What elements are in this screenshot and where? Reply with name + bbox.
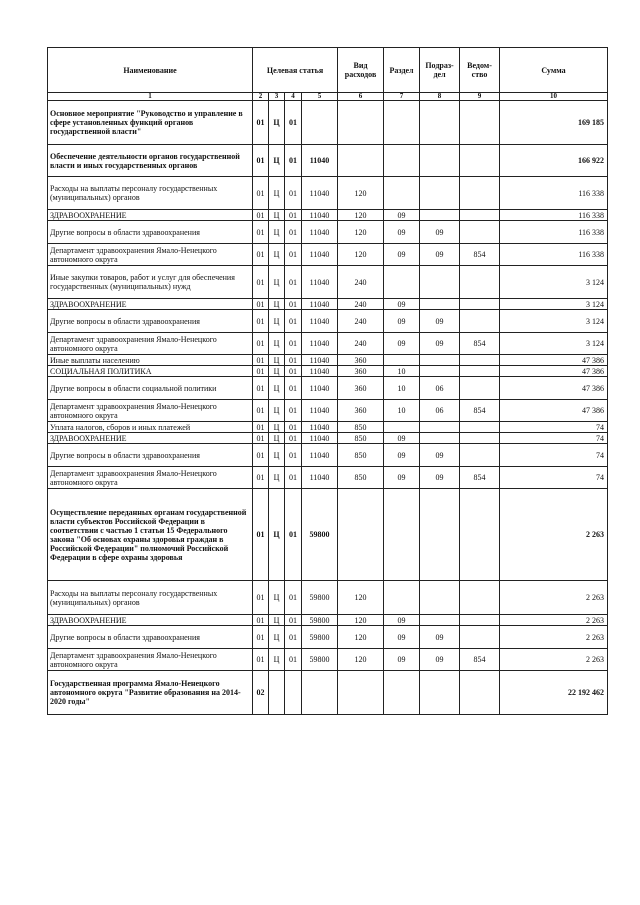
- target-code-1: 01: [253, 366, 269, 377]
- row-podrazdel: 06: [420, 400, 460, 422]
- row-podrazdel: [420, 581, 460, 615]
- target-code-3: 01: [285, 299, 302, 310]
- row-podrazdel: 09: [420, 649, 460, 671]
- table-row: [48, 467, 608, 489]
- target-code-1: 01: [253, 145, 269, 177]
- table-row: [48, 626, 608, 649]
- row-sum: 116 338: [500, 244, 608, 266]
- row-vedom: [460, 444, 500, 467]
- table-row: [48, 244, 608, 266]
- row-razdel: 09: [384, 649, 420, 671]
- target-code-2: Ц: [269, 177, 285, 210]
- budget-table: [47, 47, 608, 715]
- row-vid: 850: [338, 467, 384, 489]
- row-vedom: [460, 615, 500, 626]
- target-code-3: 01: [285, 433, 302, 444]
- row-podrazdel: 09: [420, 444, 460, 467]
- target-code-4: 11040: [302, 355, 338, 366]
- row-razdel: 10: [384, 377, 420, 400]
- target-code-1: 01: [253, 244, 269, 266]
- target-code-2: Ц: [269, 400, 285, 422]
- col-number: 9: [460, 93, 500, 101]
- row-name: Иные закупки товаров, работ и услуг для обеспечения государственных (муниципальных) нужд: [48, 266, 253, 299]
- row-sum: 47 386: [500, 366, 608, 377]
- col-number: 2: [253, 93, 269, 101]
- row-sum: 74: [500, 467, 608, 489]
- col-number: 3: [269, 93, 285, 101]
- row-podrazdel: 09: [420, 626, 460, 649]
- row-sum: 3 124: [500, 266, 608, 299]
- target-code-3: 01: [285, 221, 302, 244]
- target-code-1: 01: [253, 422, 269, 433]
- target-code-4: 11040: [302, 210, 338, 221]
- header-name: Наименование: [48, 48, 253, 93]
- col-number: 10: [500, 93, 608, 101]
- target-code-1: 01: [253, 649, 269, 671]
- row-name: Другие вопросы в области социальной политики: [48, 377, 253, 400]
- target-code-3: 01: [285, 377, 302, 400]
- row-vedom: [460, 581, 500, 615]
- row-vid: 850: [338, 422, 384, 433]
- row-vedom: [460, 489, 500, 581]
- row-vid: 240: [338, 333, 384, 355]
- row-vedom: 854: [460, 649, 500, 671]
- table-row: [48, 145, 608, 177]
- target-code-4: 11040: [302, 221, 338, 244]
- row-razdel: [384, 422, 420, 433]
- row-razdel: [384, 145, 420, 177]
- row-sum: 47 386: [500, 377, 608, 400]
- col-number: 1: [48, 93, 253, 101]
- target-code-2: Ц: [269, 355, 285, 366]
- target-code-3: 01: [285, 626, 302, 649]
- row-podrazdel: 09: [420, 310, 460, 333]
- header-razdel: Раздел: [384, 48, 420, 93]
- row-sum: 169 185: [500, 101, 608, 145]
- target-code-1: 01: [253, 444, 269, 467]
- target-code-2: Ц: [269, 581, 285, 615]
- target-code-4: [302, 671, 338, 715]
- row-podrazdel: [420, 422, 460, 433]
- header-vid: Вид расходов: [338, 48, 384, 93]
- row-razdel: 09: [384, 299, 420, 310]
- row-podrazdel: 09: [420, 333, 460, 355]
- header-target: Целевая статья: [253, 48, 338, 93]
- row-podrazdel: [420, 433, 460, 444]
- target-code-3: 01: [285, 581, 302, 615]
- row-name: Департамент здравоохранения Ямало-Ненецкого автономного округа: [48, 467, 253, 489]
- row-name: Другие вопросы в области здравоохранения: [48, 626, 253, 649]
- target-code-1: 01: [253, 377, 269, 400]
- row-vedom: [460, 177, 500, 210]
- target-code-1: 01: [253, 333, 269, 355]
- row-name: Обеспечение деятельности органов государственной власти и иных государственных органов: [48, 145, 253, 177]
- target-code-2: Ц: [269, 626, 285, 649]
- target-code-4: 59800: [302, 489, 338, 581]
- row-name: Департамент здравоохранения Ямало-Ненецкого автономного округа: [48, 333, 253, 355]
- row-vid: 120: [338, 581, 384, 615]
- row-sum: 74: [500, 444, 608, 467]
- row-name: Иные выплаты населению: [48, 355, 253, 366]
- row-vedom: [460, 626, 500, 649]
- row-vedom: [460, 310, 500, 333]
- row-razdel: [384, 101, 420, 145]
- target-code-4: 11040: [302, 333, 338, 355]
- row-vid: 120: [338, 626, 384, 649]
- target-code-4: 59800: [302, 649, 338, 671]
- row-razdel: 10: [384, 400, 420, 422]
- target-code-3: 01: [285, 400, 302, 422]
- col-number: 4: [285, 93, 302, 101]
- row-razdel: 09: [384, 210, 420, 221]
- target-code-2: Ц: [269, 221, 285, 244]
- target-code-4: 11040: [302, 299, 338, 310]
- row-sum: 22 192 462: [500, 671, 608, 715]
- table-row: [48, 615, 608, 626]
- target-code-2: Ц: [269, 489, 285, 581]
- target-code-2: Ц: [269, 433, 285, 444]
- target-code-3: 01: [285, 355, 302, 366]
- target-code-1: 01: [253, 221, 269, 244]
- row-sum: 3 124: [500, 299, 608, 310]
- row-vid: [338, 101, 384, 145]
- target-code-2: Ц: [269, 244, 285, 266]
- header-row: [48, 48, 608, 93]
- target-code-3: 01: [285, 310, 302, 333]
- row-vedom: 854: [460, 333, 500, 355]
- row-podrazdel: [420, 671, 460, 715]
- row-sum: 116 338: [500, 221, 608, 244]
- row-name: Расходы на выплаты персоналу государственных (муниципальных) органов: [48, 177, 253, 210]
- target-code-1: 01: [253, 310, 269, 333]
- row-vid: 240: [338, 299, 384, 310]
- target-code-1: 01: [253, 433, 269, 444]
- row-sum: 2 263: [500, 615, 608, 626]
- row-vid: 360: [338, 400, 384, 422]
- row-sum: 74: [500, 422, 608, 433]
- row-razdel: 09: [384, 310, 420, 333]
- table-row: [48, 671, 608, 715]
- row-razdel: [384, 671, 420, 715]
- header-summa: Сумма: [500, 48, 608, 93]
- row-name: ЗДРАВООХРАНЕНИЕ: [48, 615, 253, 626]
- row-vid: [338, 145, 384, 177]
- row-vid: 850: [338, 444, 384, 467]
- row-podrazdel: [420, 355, 460, 366]
- row-vid: 360: [338, 377, 384, 400]
- budget-sheet: [47, 47, 607, 715]
- table-row: [48, 210, 608, 221]
- row-sum: 2 263: [500, 581, 608, 615]
- target-code-1: 01: [253, 581, 269, 615]
- row-vid: 850: [338, 433, 384, 444]
- table-row: [48, 422, 608, 433]
- target-code-2: Ц: [269, 210, 285, 221]
- row-name: Государственная программа Ямало-Ненецкого автономного округа "Развитие образования на 2014-2020 годы": [48, 671, 253, 715]
- target-code-4: [302, 101, 338, 145]
- target-code-2: Ц: [269, 649, 285, 671]
- row-podrazdel: [420, 489, 460, 581]
- row-name: Другие вопросы в области здравоохранения: [48, 444, 253, 467]
- target-code-2: Ц: [269, 145, 285, 177]
- row-vedom: [460, 355, 500, 366]
- target-code-4: 11040: [302, 310, 338, 333]
- row-vid: 360: [338, 355, 384, 366]
- row-vedom: [460, 299, 500, 310]
- target-code-1: 02: [253, 671, 269, 715]
- row-razdel: [384, 266, 420, 299]
- row-vedom: [460, 366, 500, 377]
- row-podrazdel: [420, 177, 460, 210]
- target-code-4: 11040: [302, 145, 338, 177]
- row-podrazdel: [420, 299, 460, 310]
- row-vedom: [460, 671, 500, 715]
- row-razdel: 09: [384, 333, 420, 355]
- row-podrazdel: 09: [420, 244, 460, 266]
- target-code-4: 11040: [302, 377, 338, 400]
- table-row: [48, 299, 608, 310]
- table-row: [48, 433, 608, 444]
- row-vedom: 854: [460, 244, 500, 266]
- target-code-2: Ц: [269, 266, 285, 299]
- target-code-4: 59800: [302, 615, 338, 626]
- row-name: ЗДРАВООХРАНЕНИЕ: [48, 433, 253, 444]
- col-number: 6: [338, 93, 384, 101]
- target-code-3: 01: [285, 422, 302, 433]
- target-code-1: 01: [253, 266, 269, 299]
- row-name: Основное мероприятие "Руководство и управление в сфере установленных функций органов государственной власти": [48, 101, 253, 145]
- table-row: [48, 489, 608, 581]
- target-code-4: 11040: [302, 244, 338, 266]
- table-row: [48, 581, 608, 615]
- header-vedom: Ведом-ство: [460, 48, 500, 93]
- row-name: СОЦИАЛЬНАЯ ПОЛИТИКА: [48, 366, 253, 377]
- target-code-3: 01: [285, 177, 302, 210]
- target-code-4: 11040: [302, 422, 338, 433]
- row-sum: 166 922: [500, 145, 608, 177]
- col-number: 7: [384, 93, 420, 101]
- target-code-1: 01: [253, 615, 269, 626]
- row-razdel: 09: [384, 444, 420, 467]
- row-vid: 120: [338, 615, 384, 626]
- table-row: [48, 177, 608, 210]
- target-code-1: 01: [253, 177, 269, 210]
- target-code-4: 11040: [302, 266, 338, 299]
- row-vid: 120: [338, 177, 384, 210]
- target-code-1: 01: [253, 489, 269, 581]
- target-code-4: 11040: [302, 444, 338, 467]
- target-code-2: Ц: [269, 615, 285, 626]
- row-name: Департамент здравоохранения Ямало-Ненецкого автономного округа: [48, 649, 253, 671]
- row-vid: 240: [338, 266, 384, 299]
- row-vid: 360: [338, 366, 384, 377]
- row-podrazdel: [420, 615, 460, 626]
- row-sum: 3 124: [500, 333, 608, 355]
- row-vedom: 854: [460, 400, 500, 422]
- target-code-2: Ц: [269, 299, 285, 310]
- row-vid: 120: [338, 649, 384, 671]
- row-razdel: 09: [384, 221, 420, 244]
- table-row: [48, 221, 608, 244]
- row-vedom: [460, 433, 500, 444]
- row-podrazdel: 06: [420, 377, 460, 400]
- target-code-3: 01: [285, 266, 302, 299]
- target-code-4: 59800: [302, 626, 338, 649]
- target-code-3: 01: [285, 244, 302, 266]
- row-podrazdel: [420, 101, 460, 145]
- row-sum: 116 338: [500, 210, 608, 221]
- row-razdel: 09: [384, 615, 420, 626]
- target-code-4: 11040: [302, 177, 338, 210]
- target-code-1: 01: [253, 467, 269, 489]
- table-row: [48, 400, 608, 422]
- target-code-4: 59800: [302, 581, 338, 615]
- target-code-2: Ц: [269, 377, 285, 400]
- target-code-4: 11040: [302, 400, 338, 422]
- row-razdel: 10: [384, 366, 420, 377]
- table-row: [48, 649, 608, 671]
- row-vid: 240: [338, 310, 384, 333]
- row-razdel: 09: [384, 244, 420, 266]
- target-code-1: 01: [253, 400, 269, 422]
- target-code-3: 01: [285, 444, 302, 467]
- target-code-3: 01: [285, 145, 302, 177]
- row-name: ЗДРАВООХРАНЕНИЕ: [48, 299, 253, 310]
- row-name: Другие вопросы в области здравоохранения: [48, 221, 253, 244]
- row-razdel: [384, 355, 420, 366]
- row-razdel: 09: [384, 433, 420, 444]
- row-sum: 2 263: [500, 489, 608, 581]
- row-sum: 2 263: [500, 626, 608, 649]
- row-podrazdel: [420, 145, 460, 177]
- row-vid: 120: [338, 244, 384, 266]
- row-razdel: 09: [384, 626, 420, 649]
- row-sum: 47 386: [500, 355, 608, 366]
- target-code-1: 01: [253, 355, 269, 366]
- target-code-2: Ц: [269, 101, 285, 145]
- row-podrazdel: [420, 210, 460, 221]
- column-number-row: [48, 93, 608, 101]
- header-podrazdel: Подраз-дел: [420, 48, 460, 93]
- row-razdel: [384, 489, 420, 581]
- col-number: 8: [420, 93, 460, 101]
- target-code-3: 01: [285, 333, 302, 355]
- row-vedom: [460, 377, 500, 400]
- table-row: [48, 444, 608, 467]
- target-code-1: 01: [253, 299, 269, 310]
- row-sum: 74: [500, 433, 608, 444]
- row-razdel: [384, 177, 420, 210]
- row-podrazdel: [420, 266, 460, 299]
- row-vid: 120: [338, 210, 384, 221]
- target-code-3: [285, 671, 302, 715]
- target-code-1: 01: [253, 101, 269, 145]
- target-code-2: Ц: [269, 333, 285, 355]
- target-code-2: [269, 671, 285, 715]
- target-code-2: Ц: [269, 310, 285, 333]
- target-code-3: 01: [285, 210, 302, 221]
- row-name: Департамент здравоохранения Ямало-Ненецкого автономного округа: [48, 400, 253, 422]
- target-code-2: Ц: [269, 422, 285, 433]
- target-code-1: 01: [253, 210, 269, 221]
- table-row: [48, 355, 608, 366]
- target-code-1: 01: [253, 626, 269, 649]
- target-code-3: 01: [285, 467, 302, 489]
- target-code-2: Ц: [269, 467, 285, 489]
- table-row: [48, 266, 608, 299]
- target-code-3: 01: [285, 489, 302, 581]
- row-podrazdel: 09: [420, 467, 460, 489]
- target-code-3: 01: [285, 101, 302, 145]
- target-code-2: Ц: [269, 444, 285, 467]
- row-vedom: [460, 101, 500, 145]
- row-vid: [338, 489, 384, 581]
- row-sum: 116 338: [500, 177, 608, 210]
- row-vedom: [460, 221, 500, 244]
- table-row: [48, 101, 608, 145]
- target-code-3: 01: [285, 649, 302, 671]
- row-razdel: 09: [384, 467, 420, 489]
- target-code-3: 01: [285, 615, 302, 626]
- col-number: 5: [302, 93, 338, 101]
- row-name: ЗДРАВООХРАНЕНИЕ: [48, 210, 253, 221]
- table-row: [48, 310, 608, 333]
- row-vedom: [460, 210, 500, 221]
- row-vedom: 854: [460, 467, 500, 489]
- row-sum: 2 263: [500, 649, 608, 671]
- target-code-3: 01: [285, 366, 302, 377]
- row-razdel: [384, 581, 420, 615]
- row-name: Расходы на выплаты персоналу государственных (муниципальных) органов: [48, 581, 253, 615]
- row-vedom: [460, 266, 500, 299]
- table-row: [48, 333, 608, 355]
- table-row: [48, 377, 608, 400]
- target-code-2: Ц: [269, 366, 285, 377]
- row-podrazdel: [420, 366, 460, 377]
- target-code-4: 11040: [302, 467, 338, 489]
- row-vid: [338, 671, 384, 715]
- row-vid: 120: [338, 221, 384, 244]
- table-row: [48, 366, 608, 377]
- row-podrazdel: 09: [420, 221, 460, 244]
- row-sum: 47 386: [500, 400, 608, 422]
- row-name: Уплата налогов, сборов и иных платежей: [48, 422, 253, 433]
- table-body: [48, 101, 608, 715]
- row-vedom: [460, 422, 500, 433]
- target-code-4: 11040: [302, 366, 338, 377]
- row-name: Другие вопросы в области здравоохранения: [48, 310, 253, 333]
- target-code-4: 11040: [302, 433, 338, 444]
- row-name: Департамент здравоохранения Ямало-Ненецкого автономного округа: [48, 244, 253, 266]
- row-sum: 3 124: [500, 310, 608, 333]
- row-name: Осуществление переданных органам государственной власти субъектов Российской Федерации в соответствии с частью 1 статьи 15 Федерального закона "Об основах охраны здоровья граждан в Российской Федерации" полномочий Российской Федерации в сфере охраны здоровья: [48, 489, 253, 581]
- row-vedom: [460, 145, 500, 177]
